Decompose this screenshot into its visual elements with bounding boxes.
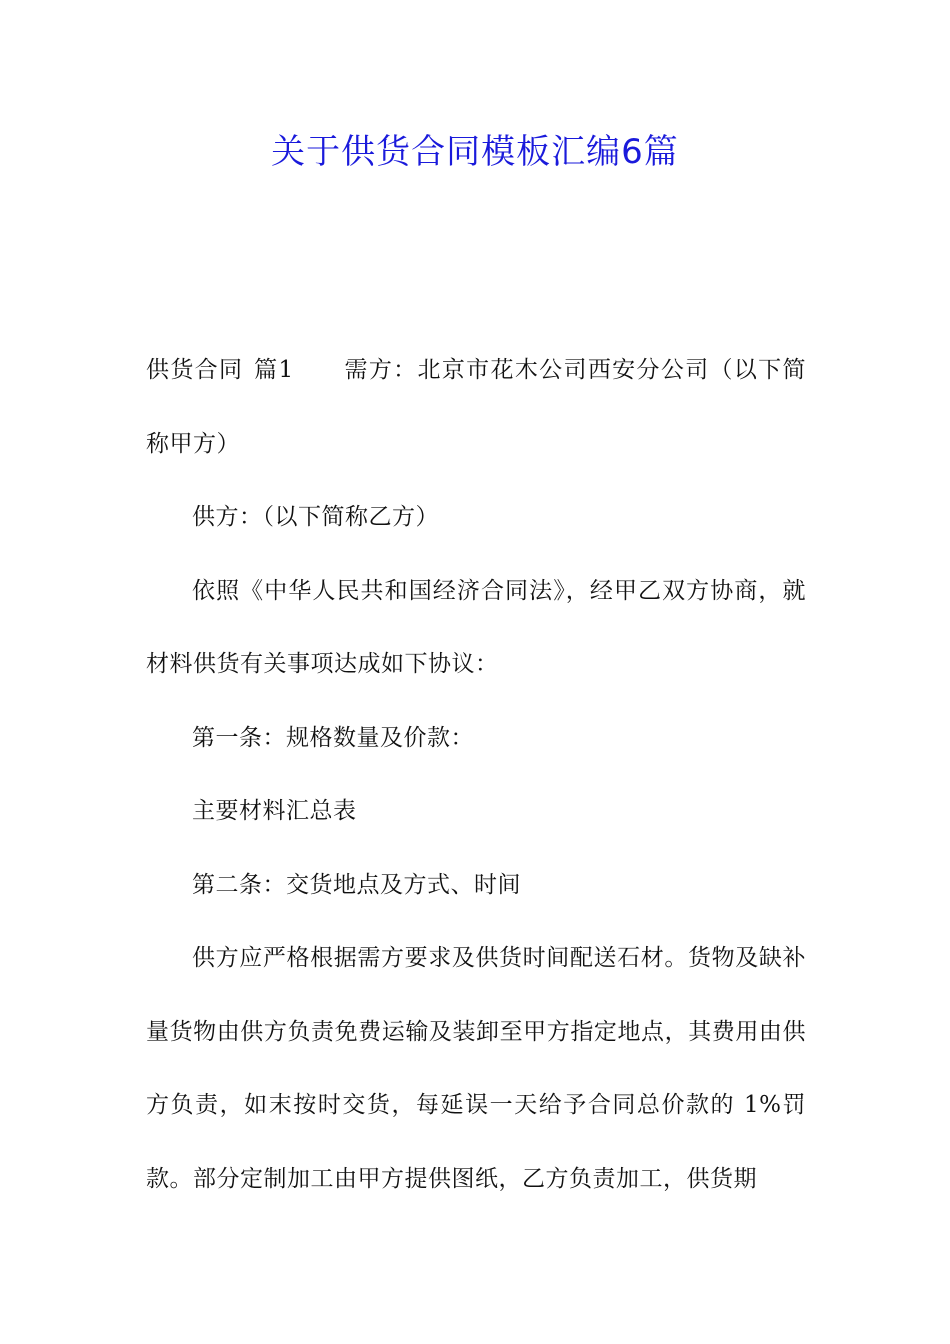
section-number: 篇1 bbox=[253, 357, 294, 383]
document-title: 关于供货合同模板汇编6篇 bbox=[271, 132, 679, 172]
paragraph-article2: 第二条：交货地点及方式、时间 bbox=[192, 871, 521, 898]
paragraph-basis: 依照《中华人民共和国经济合同法》，经甲乙双方协商，就材料供货有关事项达成如下协议： bbox=[146, 577, 806, 677]
document-body bbox=[146, 334, 806, 1216]
paragraph-delivery: 供方应严格根据需方要求及供货时间配送石材。货物及缺补量货物由供方负责免费运输及装卸至甲方指定地点，其费用由供方负责，如末按时交货，每延误一天给予合同总价款的 1%罚款。部分定制加工由甲方提供图纸，乙方负责加工，供货期 bbox=[146, 945, 806, 1192]
paragraph-materials-table: 主要材料汇总表 bbox=[192, 798, 357, 824]
paragraph-article1: 第一条：规格数量及价款： bbox=[192, 724, 474, 751]
paragraph-buyer bbox=[146, 334, 806, 481]
section-label: 供货合同 bbox=[146, 357, 244, 383]
buyer-text: 需方：北京市花木公司西安分公司（以下简称甲方） bbox=[146, 357, 807, 457]
paragraph-supplier: 供方：（以下简称乙方） bbox=[192, 504, 439, 530]
